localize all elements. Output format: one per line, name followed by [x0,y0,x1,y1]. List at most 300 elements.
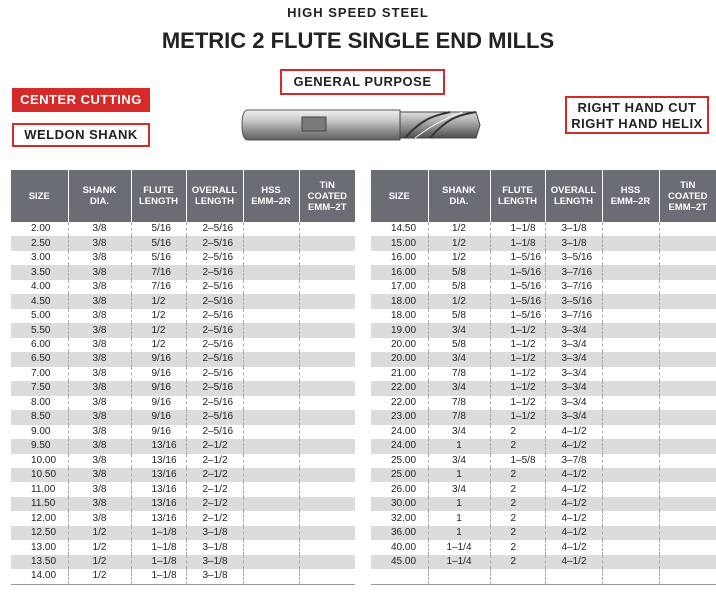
overall-length-cell: 2–1/2 [186,454,243,468]
hss-cell [602,555,659,569]
table-row [371,497,716,511]
table-row [371,265,716,279]
table-row [11,236,355,250]
tin-cell [299,410,355,424]
shank-dia-cell: 3/4 [428,352,490,366]
tin-cell [659,439,716,453]
size-cell [371,569,428,584]
shank-dia-cell: 3/4 [428,381,490,395]
shank-dia-cell: 1/2 [428,222,490,236]
flute-length-cell: 1–1/8 [131,555,186,569]
hss-cell [243,454,299,468]
shank-dia-cell: 5/8 [428,265,490,279]
flute-length-cell: 7/16 [131,280,186,294]
table-row [371,236,716,250]
size-cell: 3.00 [11,251,68,265]
overall-length-cell: 4–1/2 [545,555,602,569]
overall-length-cell: 2–1/2 [186,511,243,525]
size-cell: 24.00 [371,439,428,453]
overall-length-cell [545,569,602,584]
size-cell: 32.00 [371,511,428,525]
table-row [11,569,355,584]
shank-dia-cell: 3/8 [68,425,131,439]
overall-length-cell: 2–1/2 [186,439,243,453]
table-row [11,511,355,525]
hss-cell [602,265,659,279]
tin-cell [299,309,355,323]
shank-dia-cell: 3/8 [68,251,131,265]
flute-length-cell: 13/16 [131,454,186,468]
shank-dia-cell: 5/8 [428,309,490,323]
size-cell: 40.00 [371,540,428,554]
table-row [371,410,716,424]
overall-length-cell: 2–5/16 [186,352,243,366]
size-cell: 4.00 [11,280,68,294]
shank-dia-cell: 3/4 [428,425,490,439]
size-cell: 30.00 [371,497,428,511]
general-purpose-label: GENERAL PURPOSE [280,69,445,95]
col-shank-dia: SHANK DIA. [68,170,131,222]
table-row [371,294,716,308]
overall-length-cell: 4–1/2 [545,511,602,525]
hss-cell [243,309,299,323]
hss-cell [602,425,659,439]
flute-length-cell: 1–5/8 [490,454,545,468]
size-cell: 20.00 [371,338,428,352]
overall-length-cell: 2–5/16 [186,251,243,265]
hss-cell [243,294,299,308]
shank-dia-cell: 3/8 [68,439,131,453]
table-row [371,352,716,366]
size-cell: 13.50 [11,555,68,569]
hss-cell [243,236,299,250]
table-row [11,222,355,236]
flute-length-cell: 1–5/16 [490,251,545,265]
size-cell: 5.00 [11,309,68,323]
flute-length-cell: 1–1/2 [490,381,545,395]
shank-dia-cell: 3/8 [68,236,131,250]
shank-dia-cell [428,569,490,584]
shank-dia-cell: 3/8 [68,396,131,410]
size-cell: 6.50 [11,352,68,366]
flute-length-cell: 1–1/2 [490,323,545,337]
size-cell: 6.00 [11,338,68,352]
col-flute-length: FLUTE LENGTH [490,170,545,222]
tin-cell [659,222,716,236]
tin-cell [299,497,355,511]
shank-dia-cell: 7/8 [428,410,490,424]
table-row [371,323,716,337]
flute-length-cell: 1–5/16 [490,265,545,279]
flute-length-cell: 2 [490,511,545,525]
table-row [371,280,716,294]
table-row [11,396,355,410]
hss-cell [602,454,659,468]
shank-dia-cell: 1/2 [68,555,131,569]
size-cell: 36.00 [371,526,428,540]
overall-length-cell: 3–7/16 [545,309,602,323]
flute-length-cell: 1/2 [131,323,186,337]
hss-cell [243,439,299,453]
overall-length-cell: 3–3/4 [545,381,602,395]
flute-length-cell: 1–1/8 [490,236,545,250]
size-cell: 11.00 [11,482,68,496]
table-row [11,468,355,482]
flute-length-cell: 1–1/8 [131,569,186,584]
hss-cell [602,468,659,482]
size-cell: 10.50 [11,468,68,482]
hss-cell [602,236,659,250]
hss-cell [243,526,299,540]
shank-dia-cell: 3/4 [428,482,490,496]
flute-length-cell: 9/16 [131,425,186,439]
tin-cell [659,454,716,468]
tin-cell [659,352,716,366]
shank-dia-cell: 3/8 [68,482,131,496]
flute-length-cell: 1/2 [131,294,186,308]
size-cell: 16.00 [371,251,428,265]
table-row [371,396,716,410]
overall-length-cell: 3–3/4 [545,323,602,337]
tin-cell [659,468,716,482]
hss-cell [602,396,659,410]
size-cell: 12.50 [11,526,68,540]
shank-dia-cell: 3/8 [68,294,131,308]
table-row [11,381,355,395]
overall-length-cell: 3–1/8 [186,555,243,569]
size-cell: 17.00 [371,280,428,294]
tin-cell [659,367,716,381]
tin-cell [299,222,355,236]
shank-dia-cell: 3/8 [68,367,131,381]
table-row [11,323,355,337]
tin-cell [659,280,716,294]
tin-cell [299,323,355,337]
flute-length-cell: 1–1/8 [490,222,545,236]
shank-dia-cell: 3/8 [68,265,131,279]
table-row [371,309,716,323]
hss-cell [602,222,659,236]
size-cell: 18.00 [371,294,428,308]
right-hand-cut-text: RIGHT HAND CUT [577,100,697,115]
tin-cell [659,410,716,424]
shank-dia-cell: 1/2 [68,569,131,584]
flute-length-cell: 2 [490,482,545,496]
hss-cell [243,352,299,366]
tin-cell [299,454,355,468]
tin-cell [659,323,716,337]
overall-length-cell: 3–1/8 [545,222,602,236]
shank-dia-cell: 1–1/4 [428,555,490,569]
overall-length-cell: 2–5/16 [186,323,243,337]
tin-cell [299,439,355,453]
size-cell: 2.50 [11,236,68,250]
overall-length-cell: 3–3/4 [545,410,602,424]
size-cell: 19.00 [371,323,428,337]
shank-dia-cell: 3/8 [68,309,131,323]
tin-cell [659,309,716,323]
tin-cell [659,425,716,439]
hss-cell [602,352,659,366]
end-mill-table-right [371,170,716,585]
shank-dia-cell: 1/2 [68,526,131,540]
tin-cell [659,381,716,395]
size-cell: 14.50 [371,222,428,236]
tin-cell [659,540,716,554]
table-row [371,511,716,525]
shank-dia-cell: 1–1/4 [428,540,490,554]
tin-cell [299,482,355,496]
shank-dia-cell: 1/2 [428,251,490,265]
shank-dia-cell: 3/4 [428,454,490,468]
tin-cell [299,526,355,540]
overall-length-cell: 2–5/16 [186,410,243,424]
hss-cell [243,497,299,511]
size-cell: 11.50 [11,497,68,511]
hss-cell [243,265,299,279]
shank-dia-cell: 5/8 [428,280,490,294]
tin-cell [299,352,355,366]
hss-cell [243,396,299,410]
col-size: SIZE [11,170,68,222]
table-row [11,338,355,352]
overall-length-cell: 2–5/16 [186,309,243,323]
tin-cell [659,236,716,250]
size-cell: 12.00 [11,511,68,525]
table-row [371,555,716,569]
table-row [11,482,355,496]
table-row [371,439,716,453]
hss-cell [602,338,659,352]
overall-length-cell: 3–1/8 [186,540,243,554]
overall-length-cell: 2–5/16 [186,236,243,250]
flute-length-cell: 9/16 [131,381,186,395]
table-header-row [11,170,355,222]
tin-cell [299,251,355,265]
col-tin-coated: TiN COATED EMM–2T [299,170,355,222]
hss-cell [243,540,299,554]
overall-length-cell: 2–5/16 [186,294,243,308]
shank-dia-cell: 3/8 [68,280,131,294]
tin-cell [659,482,716,496]
size-cell: 9.00 [11,425,68,439]
hss-cell [243,280,299,294]
size-cell: 18.00 [371,309,428,323]
table-row [11,439,355,453]
shank-dia-cell: 7/8 [428,367,490,381]
table-row [371,381,716,395]
shank-dia-cell: 3/8 [68,497,131,511]
hss-cell [243,410,299,424]
flute-length-cell: 2 [490,497,545,511]
flute-length-cell: 9/16 [131,367,186,381]
flute-length-cell: 1–1/2 [490,410,545,424]
hss-cell [243,251,299,265]
shank-dia-cell: 3/8 [68,468,131,482]
hss-cell [602,323,659,337]
shank-dia-cell: 3/8 [68,410,131,424]
flute-length-cell: 1–5/16 [490,280,545,294]
overall-length-cell: 3–7/16 [545,265,602,279]
table-row [11,309,355,323]
col-tin-coated: TiN COATED EMM–2T [659,170,716,222]
overall-length-cell: 2–1/2 [186,468,243,482]
table-row [371,425,716,439]
overall-length-cell: 2–1/2 [186,497,243,511]
overall-length-cell: 4–1/2 [545,439,602,453]
table-row [371,367,716,381]
hss-cell [602,280,659,294]
hss-cell [243,569,299,584]
weldon-shank-label: WELDON SHANK [12,123,150,147]
flute-length-cell: 1–1/2 [490,338,545,352]
table-header-row [371,170,716,222]
flute-length-cell: 9/16 [131,352,186,366]
size-cell: 2.00 [11,222,68,236]
table-row [11,526,355,540]
tin-cell [299,280,355,294]
size-cell: 4.50 [11,294,68,308]
hss-cell [602,251,659,265]
col-overall-length: OVERALL LENGTH [186,170,243,222]
size-cell: 9.50 [11,439,68,453]
overall-length-cell: 3–1/8 [545,236,602,250]
size-cell: 7.00 [11,367,68,381]
right-hand-label [565,96,709,134]
table-row [11,454,355,468]
size-cell: 24.00 [371,425,428,439]
col-hss: HSS EMM–2R [602,170,659,222]
supertitle: HIGH SPEED STEEL [287,5,429,20]
right-hand-helix-text: RIGHT HAND HELIX [571,116,703,131]
shank-dia-cell: 3/8 [68,352,131,366]
overall-length-cell: 3–3/4 [545,352,602,366]
flute-length-cell: 2 [490,526,545,540]
overall-length-cell: 3–3/4 [545,367,602,381]
hss-cell [602,482,659,496]
shank-dia-cell: 1 [428,497,490,511]
page-title: METRIC 2 FLUTE SINGLE END MILLS [161,28,555,53]
flute-length-cell: 5/16 [131,236,186,250]
flute-length-cell: 7/16 [131,265,186,279]
shank-dia-cell: 5/8 [428,338,490,352]
table-row [11,410,355,424]
tin-cell [659,555,716,569]
tin-cell [299,468,355,482]
table-row [371,251,716,265]
flute-length-cell: 2 [490,439,545,453]
shank-dia-cell: 3/8 [68,381,131,395]
overall-length-cell: 3–3/4 [545,396,602,410]
hss-cell [602,381,659,395]
shank-dia-cell: 7/8 [428,396,490,410]
overall-length-cell: 2–5/16 [186,381,243,395]
flute-length-cell: 1–1/2 [490,367,545,381]
hss-cell [602,309,659,323]
hss-cell [243,425,299,439]
hss-cell [243,555,299,569]
table-row [371,338,716,352]
hss-cell [243,482,299,496]
tin-cell [659,511,716,525]
flute-length-cell: 2 [490,468,545,482]
flute-length-cell: 1–1/2 [490,396,545,410]
overall-length-cell: 4–1/2 [545,526,602,540]
flute-length-cell: 1/2 [131,338,186,352]
overall-length-cell: 3–1/8 [186,526,243,540]
table-row [11,555,355,569]
size-cell: 45.00 [371,555,428,569]
flute-length-cell: 1–1/8 [131,540,186,554]
tin-cell [299,265,355,279]
hss-cell [602,511,659,525]
shank-dia-cell: 3/8 [68,511,131,525]
hss-cell [243,367,299,381]
shank-dia-cell: 1/2 [68,540,131,554]
flute-length-cell: 1/2 [131,309,186,323]
tin-cell [659,338,716,352]
flute-length-cell: 9/16 [131,410,186,424]
size-cell: 16.00 [371,265,428,279]
size-cell: 25.00 [371,468,428,482]
tin-cell [299,540,355,554]
table-row [11,251,355,265]
table-row [371,526,716,540]
tin-cell [299,367,355,381]
overall-length-cell: 2–5/16 [186,396,243,410]
size-cell: 13.00 [11,540,68,554]
shank-dia-cell: 1 [428,439,490,453]
hss-cell [602,439,659,453]
size-cell: 25.00 [371,454,428,468]
table-row [371,468,716,482]
table-row [371,222,716,236]
overall-length-cell: 4–1/2 [545,482,602,496]
overall-length-cell: 2–5/16 [186,338,243,352]
tin-cell [299,569,355,584]
flute-length-cell: 2 [490,425,545,439]
table-row [11,280,355,294]
flute-length-cell: 1–5/16 [490,309,545,323]
overall-length-cell: 2–5/16 [186,222,243,236]
col-hss: HSS EMM–2R [243,170,299,222]
overall-length-cell: 3–7/8 [545,454,602,468]
overall-length-cell: 3–5/16 [545,294,602,308]
hss-cell [243,468,299,482]
tin-cell [299,236,355,250]
size-cell: 8.50 [11,410,68,424]
shank-dia-cell: 1/2 [428,236,490,250]
overall-length-cell: 3–1/8 [186,569,243,584]
hss-cell [602,540,659,554]
overall-length-cell: 2–5/16 [186,265,243,279]
shank-dia-cell: 1 [428,511,490,525]
tin-cell [299,381,355,395]
size-cell: 23.00 [371,410,428,424]
center-cutting-label: CENTER CUTTING [12,88,150,112]
table-row [11,265,355,279]
flute-length-cell: 1–5/16 [490,294,545,308]
hss-cell [602,294,659,308]
tin-cell [299,555,355,569]
flute-length-cell: 1–1/2 [490,352,545,366]
table-row [11,367,355,381]
hss-cell [243,381,299,395]
size-cell: 20.00 [371,352,428,366]
size-cell: 21.00 [371,367,428,381]
overall-length-cell: 3–7/16 [545,280,602,294]
overall-length-cell: 3–3/4 [545,338,602,352]
